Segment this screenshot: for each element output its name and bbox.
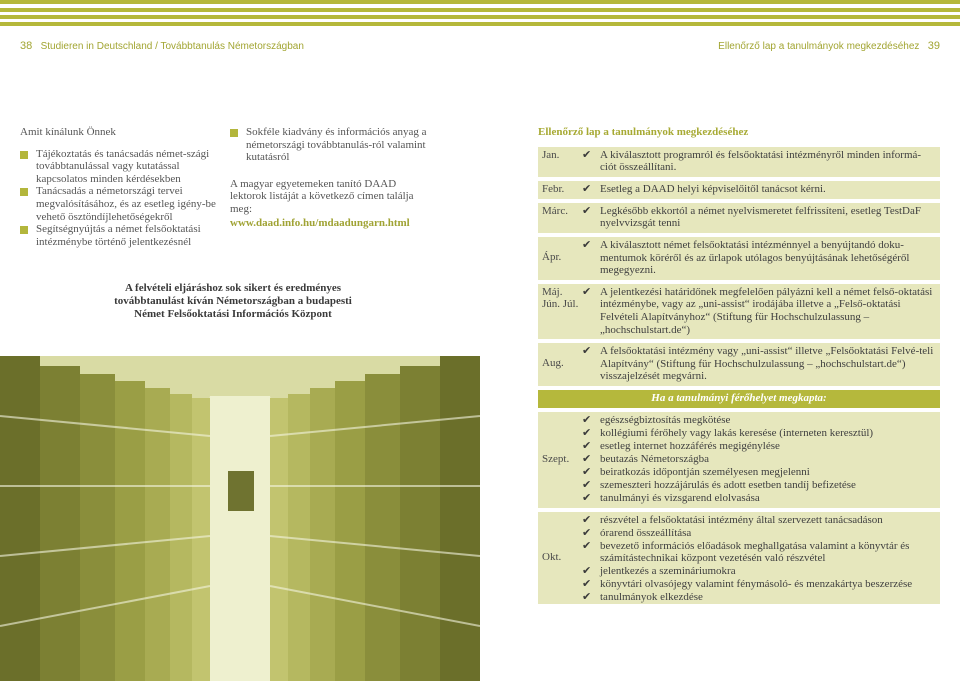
check-icon: ✔ xyxy=(582,204,592,217)
offer-item: Segítségnyújtás a német felsőoktatási intézménybe történő jelentkezésnél xyxy=(20,223,230,248)
library-photo xyxy=(0,356,480,681)
running-title-left: Studieren in Deutschland / Továbbtanulás Németországban xyxy=(40,41,304,52)
month-block-mar xyxy=(538,203,940,233)
page-number-left: 38 xyxy=(20,40,33,52)
offer-item: Tájékoztatás és tanácsadás német-szági továbbtanulással vagy kutatással kapcsolatos minden kérdésekben xyxy=(20,148,230,186)
month-label: Máj. Jún. Júl. xyxy=(542,285,579,311)
task-text: kollégiumi férőhely vagy lakás keresése (interneten keresztül) xyxy=(600,426,874,439)
check-icon: ✔ xyxy=(582,285,592,298)
offer-item: Tanácsadás a németországi tervei megvalósításához, és az esetleg igény-be vehető ösztöndíjlehetőségekről xyxy=(20,185,230,223)
offer-item: Sokféle kiadvány és információs anyag a németországi továbbtanulás-ról valamint kutatásról xyxy=(230,126,435,164)
month-label: Márc. xyxy=(542,204,568,217)
task-text: jelentkezés a szemináriumokra xyxy=(600,564,736,577)
offer-column xyxy=(20,126,230,248)
check-icon: ✔ xyxy=(582,426,592,439)
month-label: Ápr. xyxy=(542,250,562,263)
task-text: bevezető információs előadások meghallgatása valamint a könyvtár és számítástechnikai központ vezetésén való részvétel xyxy=(600,539,910,565)
task-text: beutazás Németországba xyxy=(600,452,710,465)
task-text: részvétel a felsőoktatási intézmény által szervezett tanácsadáson xyxy=(600,513,883,526)
offer-column-2 xyxy=(230,126,435,229)
library-illustration xyxy=(0,356,480,681)
task-text: tanulmányi és vizsgarend elolvasása xyxy=(600,491,760,504)
month-block-sept xyxy=(538,412,940,508)
task-text: esetleg internet hozzáférés megigénylése xyxy=(600,439,780,452)
check-icon: ✔ xyxy=(582,513,592,526)
check-icon: ✔ xyxy=(582,148,592,161)
month-block-apr xyxy=(538,237,940,280)
lektor-text: A magyar egyetemeken tanító DAAD lektorok listáját a következő címen találja meg: xyxy=(230,177,414,215)
month-block-aug xyxy=(538,343,940,386)
checklist-title: Ellenőrző lap a tanulmányok megkezdéséhez xyxy=(538,126,749,138)
check-icon: ✔ xyxy=(582,238,592,251)
after-admission-title: Ha a tanulmányi férőhelyet megkapta: xyxy=(538,390,940,408)
header-right xyxy=(718,40,940,52)
check-icon: ✔ xyxy=(582,452,592,465)
month-label: Okt. xyxy=(542,550,562,563)
check-icon: ✔ xyxy=(582,539,592,552)
check-icon: ✔ xyxy=(582,577,592,590)
month-label: Aug. xyxy=(542,357,564,370)
offer-lead: Amit kínálunk Önnek xyxy=(20,126,116,138)
running-title-right: Ellenőrző lap a tanulmányok megkezdéséhez xyxy=(718,41,920,52)
task-text: A jelentkezési határidőnek megfelelően pályázni kell a német felső-oktatási intézménybe, vagy az „uni-assist“ irodájába illetve a „Felső-oktatási Felvételi Alapítványhoz“ (Stiftung für Hochschulzulassung – „hochschulstart.de“) xyxy=(600,285,933,336)
month-block-feb xyxy=(538,181,940,199)
check-icon: ✔ xyxy=(582,345,592,358)
check-icon: ✔ xyxy=(582,526,592,539)
task-text: A kiválasztott programról és felsőoktatási intézményről minden informá-ciót összeállítani. xyxy=(600,148,922,174)
website-link[interactable]: www.daad.info.hu/mdaadungarn.html xyxy=(230,216,410,229)
header-stripes xyxy=(0,0,960,26)
month-block-jan xyxy=(538,147,940,177)
task-text: szemeszteri hozzájárulás és adott esetben tandíj befizetése xyxy=(600,478,856,491)
check-icon: ✔ xyxy=(582,478,592,491)
task-text: tanulmányok elkezdése xyxy=(600,590,703,603)
task-text: beiratkozás időpontján személyesen megjelenni xyxy=(600,465,810,478)
header-left xyxy=(20,40,304,52)
month-label: Szept. xyxy=(542,452,570,465)
task-text: órarend összeállítása xyxy=(600,526,692,539)
task-text: Esetleg a DAAD helyi képviselőitől tanácsot kérni. xyxy=(600,182,826,195)
check-icon: ✔ xyxy=(582,182,592,195)
task-text: könyvtári olvasójegy valamint fénymásoló- és menzakártya beszerzése xyxy=(600,577,913,590)
page-number-right: 39 xyxy=(927,40,940,52)
closing-quote: A felvételi eljáráshoz sok sikert és eredményes továbbtanulást kíván Németországban a budapesti Német Felsőoktatási Információs Központ xyxy=(114,282,352,320)
task-text: A kiválasztott német felsőoktatási intézménnyel a benyújtandó doku-mentumok köréről és az űrlapok utólagos benyújtásának lehetőségéről megegyezni. xyxy=(600,238,910,277)
task-text: Legkésőbb ekkortól a német nyelvismeretet felfrissíteni, esetleg TestDaF nyelvvizsgát tenni xyxy=(600,204,921,230)
check-icon: ✔ xyxy=(582,564,592,577)
check-icon: ✔ xyxy=(582,590,592,603)
checklist xyxy=(538,126,940,608)
check-icon: ✔ xyxy=(582,439,592,452)
check-icon: ✔ xyxy=(582,491,592,504)
month-block-may-jul xyxy=(538,284,940,339)
month-block-oct xyxy=(538,512,940,604)
check-icon: ✔ xyxy=(582,413,592,426)
task-text: A felsőoktatási intézmény vagy „uni-assist“ illetve „Felsőoktatási Felvé-teli Alapítvány“ (Stiftung für Hochschulzulassung – „hochschulstart.de“) visszajelzését megvárni. xyxy=(600,345,934,383)
check-icon: ✔ xyxy=(582,465,592,478)
month-label: Febr. xyxy=(542,182,565,195)
month-label: Jan. xyxy=(542,148,560,161)
task-text: egészségbiztosítás megkötése xyxy=(600,413,731,426)
